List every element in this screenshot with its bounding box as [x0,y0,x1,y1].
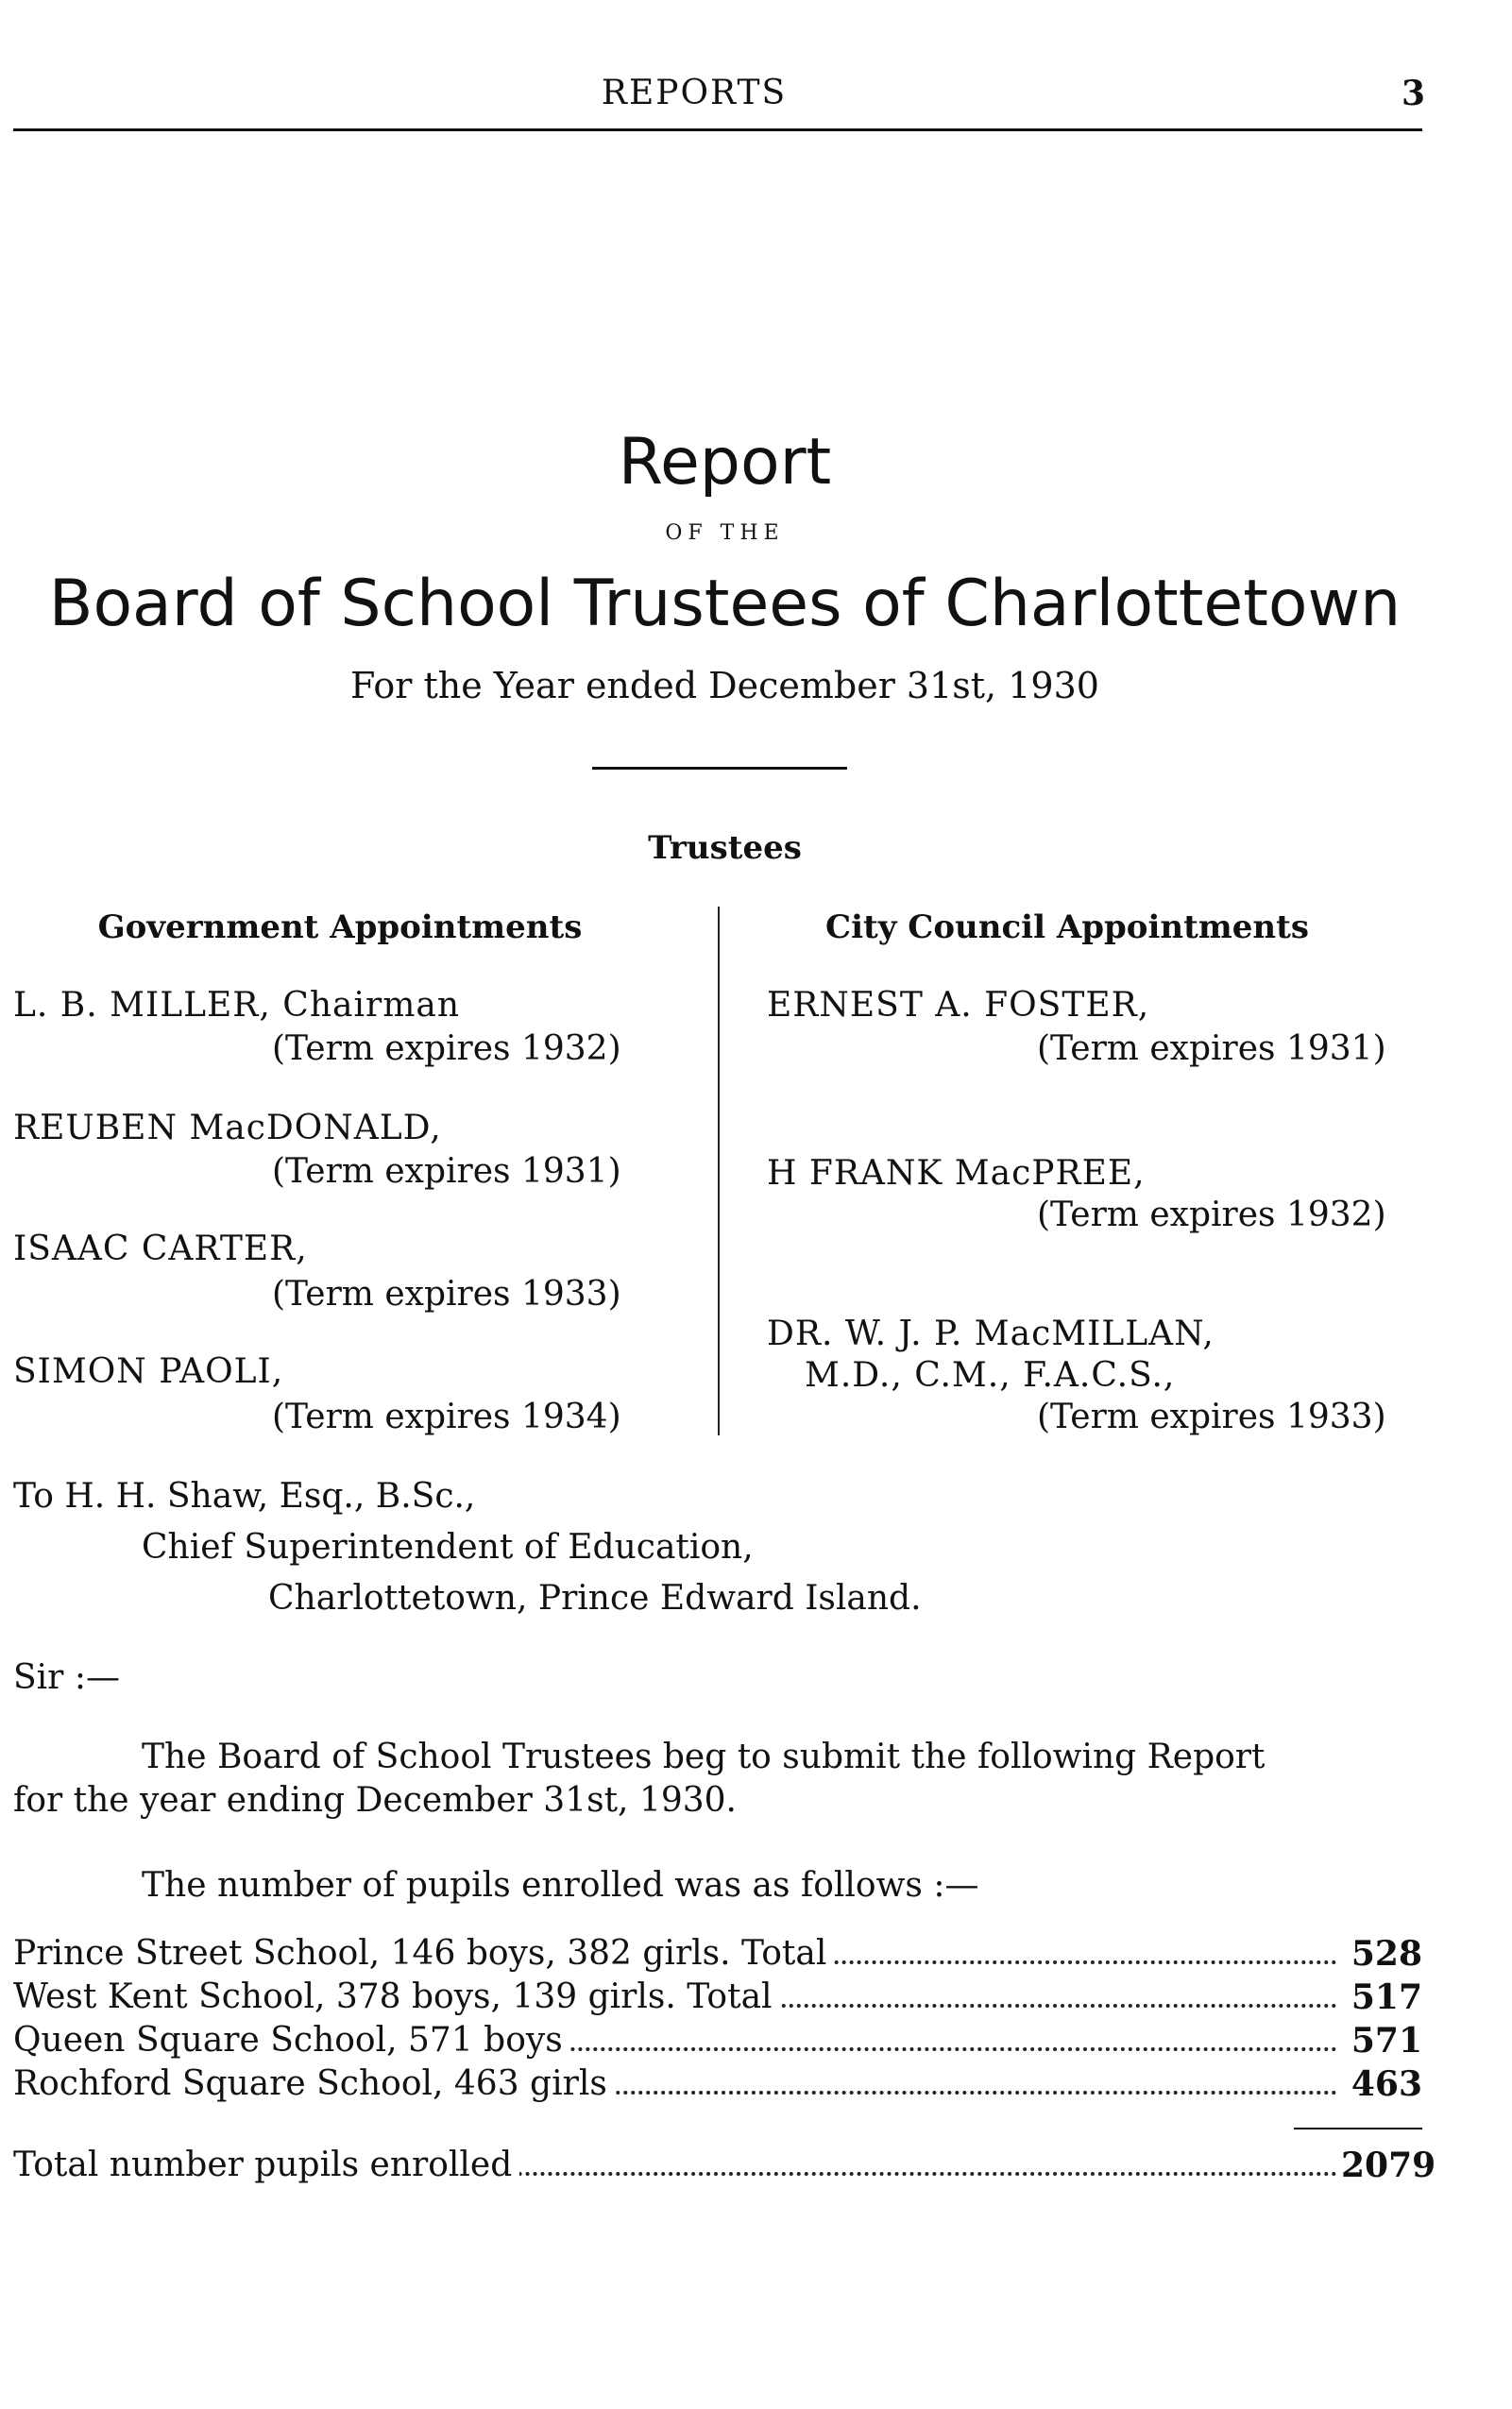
council-member-term: (Term expires 1933) [1037,1398,1386,1436]
report-title: Report [618,425,832,500]
school-label: Prince Street School, 146 boys, 382 girls. Total [13,1934,834,1973]
school-total: 517 [1341,1977,1422,2017]
enrollment-row [13,1977,1422,2021]
running-head [0,74,1512,130]
address-line: Charlottetown, Prince Edward Island. [268,1579,922,1618]
column-divider [718,907,720,1435]
school-total: 571 [1341,2021,1422,2061]
page-number: 3 [1401,74,1425,113]
paragraph-line: for the year ending December 31st, 1930. [13,1781,738,1820]
year-line: For the Year ended December 31st, 1930 [350,665,1099,706]
gov-member-name: REUBEN MacDONALD, [13,1109,442,1147]
enrollment-row [13,2021,1422,2064]
header-rule [13,128,1422,131]
grand-total: 2079 [1341,2146,1436,2185]
school-label: Queen Square School, 571 boys [13,2021,570,2060]
city-council-appointments-heading: City Council Appointments [825,908,1309,946]
gov-member-name: ISAAC CARTER, [13,1230,308,1268]
council-member-name: DR. W. J. P. MacMILLAN, [767,1315,1215,1353]
address-line: Chief Superintendent of Education, [142,1528,754,1567]
gov-member-term: (Term expires 1932) [272,1029,621,1068]
gov-member-term: (Term expires 1934) [272,1398,621,1436]
sum-rule [1294,2128,1422,2129]
council-member-term: (Term expires 1931) [1037,1029,1386,1068]
government-appointments-heading: Government Appointments [97,908,583,946]
running-title: REPORTS [601,74,788,112]
board-title: Board of School Trustees of Charlottetown [48,567,1402,641]
school-label: West Kent School, 378 boys, 139 girls. Total [13,1977,780,2016]
school-label: Rochford Square School, 463 girls [13,2064,615,2103]
gov-member-term: (Term expires 1931) [272,1152,621,1191]
paragraph-line: The number of pupils enrolled was as follows :— [142,1866,979,1905]
council-member-name: ERNEST A. FOSTER, [767,986,1150,1025]
salutation: Sir :— [13,1658,120,1697]
school-total: 528 [1341,1934,1422,1974]
school-total: 463 [1341,2064,1422,2104]
enrollment-total-row [13,2146,1436,2189]
gov-member-name: L. B. MILLER, Chairman [13,986,461,1025]
total-label: Total number pupils enrolled [13,2146,519,2184]
gov-member-name: SIMON PAOLI, [13,1352,284,1391]
title-divider [592,767,847,770]
council-member-term: (Term expires 1932) [1037,1196,1386,1234]
address-line: To H. H. Shaw, Esq., B.Sc., [13,1477,476,1516]
council-member-degrees: M.D., C.M., F.A.C.S., [805,1356,1176,1395]
gov-member-term: (Term expires 1933) [272,1275,621,1314]
paragraph-line: The Board of School Trustees beg to submit the following Report [142,1738,1266,1776]
trustees-heading: Trustees [648,829,802,867]
council-member-name: H FRANK MacPREE, [767,1154,1146,1193]
of-the-text: OF THE [665,521,785,545]
enrollment-row [13,1934,1422,1977]
enrollment-row [13,2064,1422,2108]
